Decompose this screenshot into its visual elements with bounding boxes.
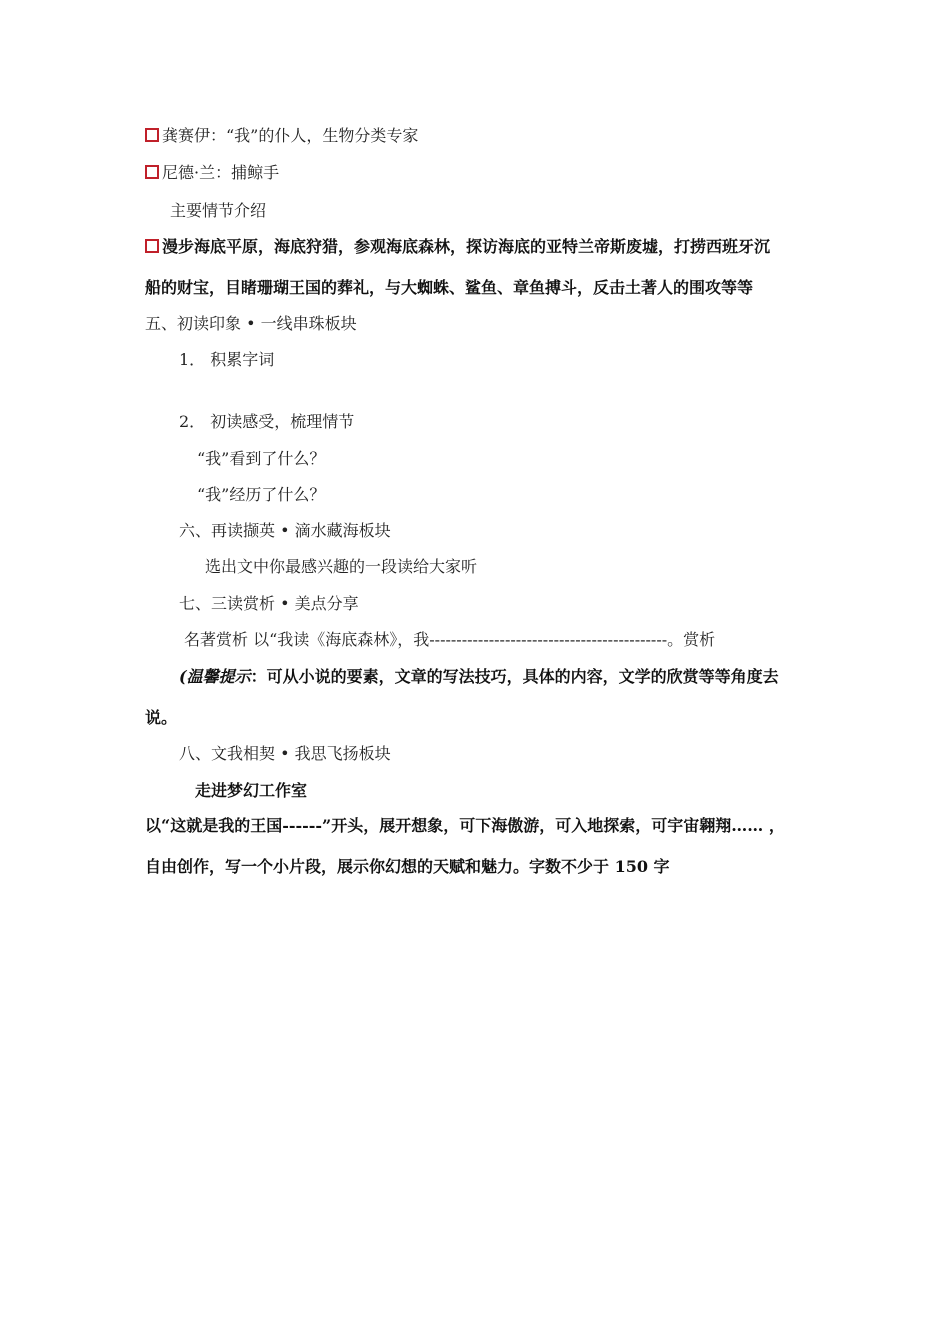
section-5-question-1: “我”看到了什么？ <box>197 449 326 468</box>
section-8-line-2: 自由创作，写一个小片段，展示你幻想的天赋和魅力。字数不少于 150 字 <box>145 857 670 876</box>
checkbox-icon <box>145 239 159 253</box>
plot-line-1: 漫步海底平原，海底狩猎，参观海底森林，探访海底的亚特兰帝斯废墟，打捞西班牙沉 <box>145 236 770 258</box>
tip-label: (温馨提示 <box>179 667 251 686</box>
plot-heading: 主要情节介绍 <box>170 201 267 220</box>
plot-line-2: 船的财宝，目睹珊瑚王国的葬礼，与大蜘蛛、鲨鱼、章鱼搏斗，反击土著人的围攻等等 <box>145 278 754 297</box>
section-8-subtitle: 走进梦幻工作室 <box>195 781 308 800</box>
section-5-question-2: “我”经历了什么？ <box>197 485 326 504</box>
section-6-title: 六、再读撷英 • 滴水藏海板块 <box>179 521 391 540</box>
checkbox-icon <box>145 165 159 179</box>
section-7-title: 七、三读赏析 • 美点分享 <box>179 594 359 613</box>
section-5-item-2: 2． 初读感受，梳理情节 <box>179 412 355 431</box>
section-7-text: 名著赏析 以“我读《海底森林》，我--------------------------------------------。赏析 <box>184 630 716 649</box>
section-5-title: 五、初读印象 • 一线串珠板块 <box>145 314 357 333</box>
section-7-tip-end: 说。 <box>145 708 178 727</box>
section-6-text: 选出文中你最感兴趣的一段读给大家听 <box>205 557 478 576</box>
character-item-gong: 龚赛伊：“我”的仆人，生物分类专家 <box>145 125 418 147</box>
section-7-tip: (温馨提示：可从小说的要素，文章的写法技巧，具体的内容，文学的欣赏等等角度去 <box>179 667 779 686</box>
section-5-item-1: 1． 积累字词 <box>179 350 275 369</box>
checkbox-icon <box>145 128 159 142</box>
section-8-line-1: 以“这就是我的王国------”开头，展开想象，可下海傲游，可入地探索，可宇宙翱翔…… ， <box>145 816 785 835</box>
character-item-ned: 尼德·兰：捕鲸手 <box>145 162 279 184</box>
section-8-title: 八、文我相契 • 我思飞扬板块 <box>179 744 391 763</box>
